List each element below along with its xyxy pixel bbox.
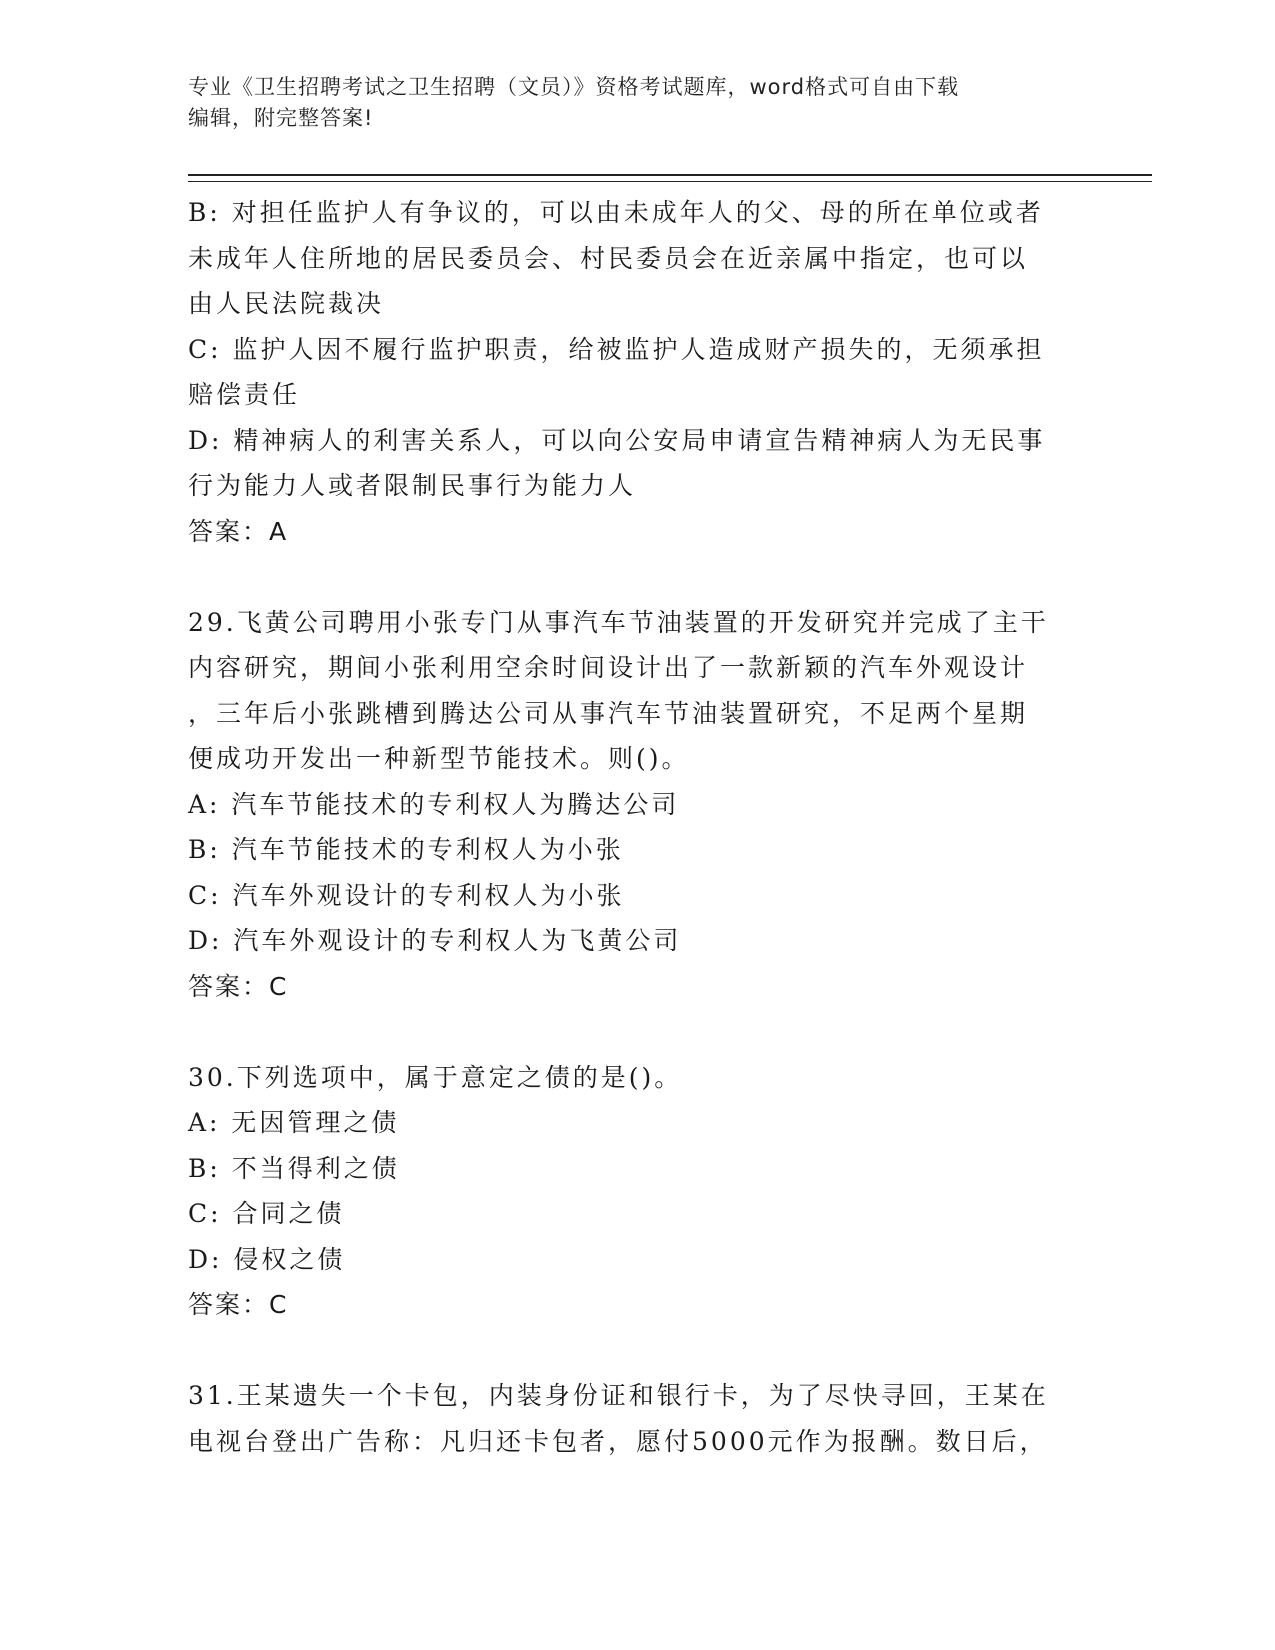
question-stem-line: 便成功开发出一种新型节能技术。则()。 xyxy=(188,744,690,773)
header-divider xyxy=(188,174,1152,176)
option-d: D: 汽车外观设计的专利权人为飞黄公司 xyxy=(188,926,682,955)
question-stem-line: 电视台登出广告称：凡归还卡包者，愿付5000元作为报酬。数日后， xyxy=(188,1426,1048,1456)
text-line: D: 精神病人的利害关系人，可以向公安局申请宣告精神病人为无民事 xyxy=(188,425,1046,455)
text-line: 由人民法院裁决 xyxy=(188,289,385,318)
spacer xyxy=(188,554,1088,600)
answer-label: 答案：C xyxy=(188,1290,289,1319)
option-a: A: 无因管理之债 xyxy=(188,1108,400,1137)
question-stem-line: 31.王某遗失一个卡包，内装身份证和银行卡，为了尽快寻回，王某在 xyxy=(188,1381,1049,1410)
question-stem-line: ，三年后小张跳槽到腾达公司从事汽车节油装置研究，不足两个星期 xyxy=(188,698,1029,728)
text-line: 行为能力人或者限制民事行为能力人 xyxy=(188,471,637,500)
question-stem-line: 内容研究，期间小张利用空余时间设计出了一款新颖的汽车外观设计 xyxy=(188,653,1029,682)
page-header xyxy=(188,72,1088,134)
spacer xyxy=(188,1328,1088,1374)
answer-label: 答案：A xyxy=(188,516,289,546)
question-stem-line: 30.下列选项中，属于意定之债的是()。 xyxy=(188,1062,683,1092)
text-line: C: 监护人因不履行监护职责，给被监护人造成财产损失的，无须承担 xyxy=(188,334,1045,364)
header-divider-thin xyxy=(188,181,1152,182)
option-c: C: 汽车外观设计的专利权人为小张 xyxy=(188,880,625,910)
option-c: C: 合同之债 xyxy=(188,1199,345,1228)
option-d xyxy=(188,418,1088,509)
text-line: B: 对担任监护人有争议的，可以由未成年人的父、母的所在单位或者 xyxy=(188,198,1044,227)
option-c xyxy=(188,327,1088,418)
question-content xyxy=(188,190,1088,1464)
text-line: 未成年人住所地的居民委员会、村民委员会在近亲属中指定，也可以 xyxy=(188,243,1029,273)
option-b: B: 汽车节能技术的专利权人为小张 xyxy=(188,835,624,864)
header-line-2: 编辑，附完整答案! xyxy=(188,106,374,130)
option-b xyxy=(188,190,1088,327)
option-a: A: 汽车节能技术的专利权人为腾达公司 xyxy=(188,789,680,819)
option-b: B: 不当得利之债 xyxy=(188,1153,400,1183)
text-line: 赔偿责任 xyxy=(188,380,301,409)
header-line-1: 专业《卫生招聘考试之卫生招聘（文员）》资格考试题库，word格式可自由下载 xyxy=(188,75,960,99)
question-29 xyxy=(188,600,1088,1010)
spacer xyxy=(188,1009,1088,1055)
option-d: D: 侵权之债 xyxy=(188,1244,346,1274)
question-stem-line: 29.飞黄公司聘用小张专门从事汽车节油装置的开发研究并完成了主干 xyxy=(188,607,1049,637)
question-30 xyxy=(188,1055,1088,1328)
question-31 xyxy=(188,1373,1088,1464)
answer-label: 答案：C xyxy=(188,971,289,1001)
prev-question xyxy=(188,190,1088,554)
